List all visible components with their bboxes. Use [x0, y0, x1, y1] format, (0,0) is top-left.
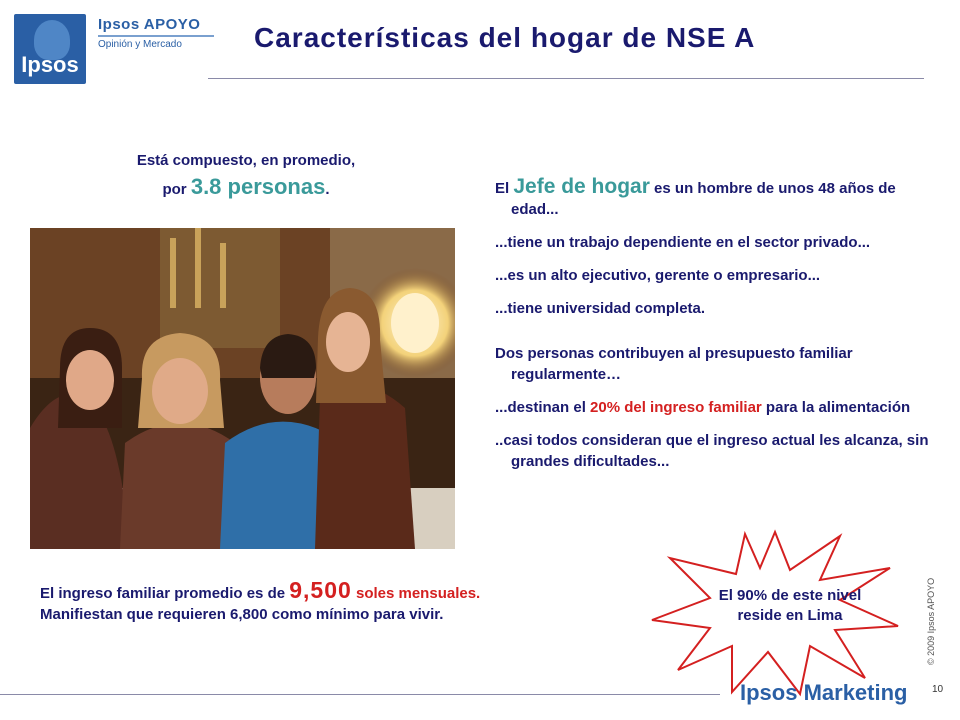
bullet-contributors: Dos personas contribuyen al presupuesto familiar regularmente…: [495, 345, 853, 383]
brand-block: [98, 16, 218, 50]
income-line2: Manifiestan que requieren 6,800 como mínimo para vivir.: [40, 606, 444, 623]
footer-brand: Ipsos Marketing: [740, 680, 908, 705]
bullet-position: ...es un alto ejecutivo, gerente o empresario...: [495, 267, 821, 284]
intro-line2: [96, 174, 396, 203]
footer-divider: [0, 694, 720, 695]
bullet-employment: ...tiene un trabajo dependiente en el sector privado...: [495, 234, 871, 251]
b6-post: para la alimentación: [761, 399, 911, 416]
intro-post: .: [325, 181, 330, 198]
brand-name: Ipsos APOYO: [98, 16, 201, 33]
page-number: 10: [932, 684, 944, 695]
burst-text: El 90% de este nivel reside en Lima: [718, 587, 862, 624]
household-size-text: [96, 148, 396, 203]
title-divider: [208, 78, 924, 79]
income-unit: soles mensuales.: [351, 585, 481, 602]
ipsos-logo: [14, 14, 86, 84]
brand-divider: [98, 35, 214, 37]
bullet-food-spending: [495, 397, 935, 418]
b1-highlight: Jefe de hogar: [513, 175, 650, 198]
intro-line1: Está compuesto, en promedio,: [136, 152, 356, 169]
family-photo-illustration: [30, 228, 455, 549]
income-line1: [40, 577, 560, 604]
b1-pre: El: [495, 180, 514, 197]
copyright: © 2009 Ipsos APOYO: [926, 577, 936, 665]
intro-pre: por: [162, 181, 191, 198]
income-amount: 9,500: [289, 577, 352, 603]
intro-highlight: 3.8 personas: [190, 174, 326, 199]
family-photo: [30, 228, 455, 549]
logo-word: Ipsos: [21, 52, 79, 77]
income-pre: El ingreso familiar promedio es de: [40, 585, 290, 602]
brand-subtitle: Opinión y Mercado: [98, 39, 182, 50]
b6-highlight: 20% del ingreso familiar: [590, 399, 762, 416]
b6-pre: ...destinan el: [495, 399, 591, 416]
bullet-income-sufficiency: ..casi todos consideran que el ingreso actual les alcanza, sin grandes dificultades...: [495, 432, 929, 470]
bullet-head-of-household: [495, 176, 935, 220]
income-text: [40, 577, 560, 625]
b1-post: es un hombre de unos 48 años de edad...: [511, 180, 896, 218]
page-title: Características del hogar de NSE A: [254, 22, 756, 53]
household-characteristics: [495, 176, 935, 484]
bullet-education: ...tiene universidad completa.: [495, 300, 706, 317]
